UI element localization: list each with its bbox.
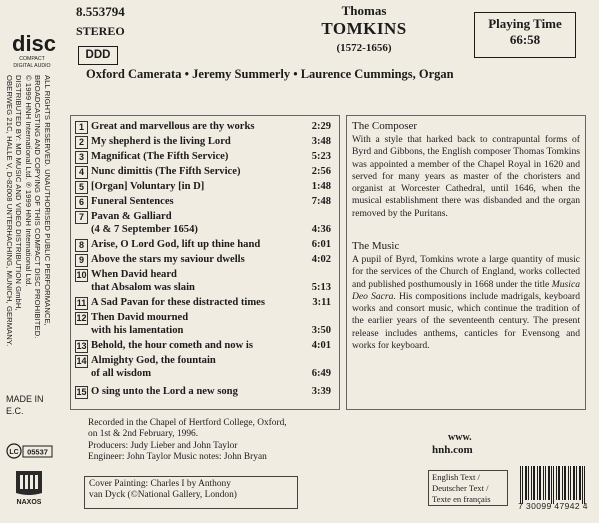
catalog-number: 8.553794 [76, 4, 125, 19]
cover-line: Cover Painting: Charles I by Anthony [89, 479, 231, 489]
cover-line: van Dyck (©National Gallery, London) [89, 490, 237, 501]
rights-line: © 1999 HNH International Ltd. ℗ 1999 HNH International Ltd. [23, 75, 33, 287]
compact-disc-logo [8, 30, 56, 70]
track-number: 14 [76, 356, 87, 366]
svg-text:LC: LC [9, 449, 19, 456]
track-title-line: that Absalom was slain [91, 281, 195, 293]
barcode-icon [518, 466, 588, 504]
stereo-label: STEREO [76, 24, 125, 38]
track-number: 12 [76, 313, 87, 323]
track-duration: 5:23 [311, 151, 331, 162]
track-number: 1 [75, 121, 88, 134]
track-title: Great and marvellous are thy works [91, 121, 255, 132]
track-row [75, 269, 337, 295]
track-duration: 4:02 [311, 254, 331, 265]
music-text-part: A pupil of Byrd, Tomkins wrote a large quantity of music for the services of the Church of England, works collected and published posthumously in 1668 under the title [352, 254, 580, 290]
composer-text: With a style that harked back to contrapuntal forms of Byrd and Gibbons, the English composer Thomas Tomkins was appointed a member of the Chapel Royal in 1620 and served for many years as master of the choristers and organist at Worcester Cathedral, until 1646, when the musical establishment there was disbanded and the organ removed by the Puritans. [352, 134, 580, 219]
track-title-line: of all wisdom [91, 367, 152, 379]
track-title: O sing unto the Lord a new song [91, 386, 238, 397]
track-row [75, 355, 337, 381]
track-number: 3 [75, 151, 88, 164]
track-duration: 6:49 [311, 367, 331, 379]
composer-heading: The Composer [352, 120, 418, 132]
track-number: 4 [75, 166, 88, 179]
performers: Oxford Camerata • Jeremy Summerly • Laurence Cummings, Organ [86, 67, 454, 81]
track-duration: 2:29 [311, 121, 331, 132]
language-line: Deutscher Text / [432, 483, 489, 493]
composer-first-name: Thomas [341, 3, 387, 18]
track-list [70, 115, 340, 410]
music-heading: The Music [352, 240, 400, 252]
track-title: Arise, O Lord God, lift up thine hand [91, 239, 261, 250]
language-line: English Text / [432, 472, 480, 482]
track-title-line: When David heard [91, 269, 177, 280]
compact-label: COMPACT [19, 56, 45, 62]
track-title-line: Pavan & Galliard [91, 211, 172, 222]
track-title-line: Then David mourned [91, 312, 189, 323]
track-title [91, 269, 299, 294]
track-title: Above the stars my saviour dwells [91, 254, 245, 265]
track-number: 6 [75, 196, 88, 209]
track-duration: 1:48 [311, 181, 331, 192]
track-title: Funeral Sentences [91, 196, 174, 207]
playing-time-label: Playing Time [488, 16, 562, 31]
rights-line: OBERWEG 21C, HALLE V, D-82008 UNTERHACHING, MUNICH, GERMANY. [4, 75, 14, 347]
track-title: A Sad Pavan for these distracted times [91, 297, 265, 308]
made-in-label: MADE IN E.C. [6, 394, 44, 416]
recorded-line: Recorded in the Chapel of Hertford College, Oxford, [88, 418, 287, 428]
recording-credits [88, 418, 348, 464]
track-title: Behold, the hour cometh and now is [91, 340, 253, 351]
track-title-line: Almighty God, the fountain [91, 355, 216, 366]
track-duration: 3:39 [311, 386, 331, 397]
track-number: 11 [76, 298, 87, 308]
digital-audio-label: DIGITAL AUDIO [13, 63, 51, 69]
rights-line: ALL RIGHTS RESERVED. UNAUTHORISED PUBLIC PERFORMANCE, [43, 75, 52, 326]
track-duration: 5:13 [311, 281, 331, 293]
track-title [91, 355, 299, 380]
playing-time-box [474, 12, 576, 58]
lc-number: 05537 [27, 447, 48, 457]
track-duration: 6:01 [311, 239, 331, 250]
rights-line: DISTRIBUTED BY: MD MUSIC AND VIDEO DISTRIBUTION GmbH, [14, 75, 24, 311]
music-text-part: His compositions include madrigals, keyboard works and consort music, which continue the tradition of the earlier years of the seventeenth century. The present release includes anthems, canticles for Evensong and works for keyboard. [352, 290, 580, 352]
track-duration: 3:48 [311, 136, 331, 147]
ddd-badge: DDD [78, 46, 118, 65]
composer-dates: (1572-1656) [336, 42, 392, 54]
barcode-number: 7 30099 47942 4 [518, 501, 588, 511]
track-duration: 2:56 [311, 166, 331, 177]
track-duration: 4:01 [311, 340, 331, 351]
naxos-wordmark: NAXOS [16, 499, 42, 506]
music-text [352, 254, 580, 352]
track-title [91, 211, 299, 236]
liner-notes [346, 115, 586, 410]
cover-painting-credit [84, 476, 298, 509]
track-title: Magnificat (The Fifth Service) [91, 151, 229, 162]
track-number: 5 [75, 181, 88, 194]
recorded-line: on 1st & 2nd February, 1996. [88, 429, 199, 440]
track-duration: 3:50 [311, 324, 331, 336]
track-row [75, 211, 337, 237]
track-duration: 4:36 [311, 223, 331, 235]
composer-last-name: TOMKINS [321, 19, 407, 38]
track-title: My shepherd is the living Lord [91, 136, 231, 147]
track-title-line: with his lamentation [91, 324, 184, 336]
website-domain[interactable]: hnh.com [432, 444, 473, 456]
lc-code-badge [6, 443, 54, 459]
track-duration: 3:11 [312, 297, 331, 308]
track-title: Nunc dimittis (The Fifth Service) [91, 166, 241, 177]
track-title [91, 312, 299, 337]
producers-line: Producers: Judy Lieber and John Taylor [88, 440, 238, 451]
playing-time-value: 66:58 [509, 32, 541, 47]
track-title-line: (4 & 7 September 1654) [91, 223, 198, 235]
naxos-logo [12, 467, 46, 507]
track-number: 10 [76, 270, 87, 280]
track-number: 8 [75, 239, 88, 252]
languages-box [428, 470, 508, 506]
track-number: 2 [75, 136, 88, 149]
track-number: 15 [76, 387, 87, 397]
spine [0, 0, 60, 523]
website-prefix: www. [448, 432, 472, 443]
track-title: [Organ] Voluntary [in D] [91, 181, 205, 192]
engineer-line: Engineer: John Taylor Music notes: John Bryan [88, 452, 267, 463]
track-number: 7 [75, 211, 88, 224]
track-number: 9 [75, 254, 88, 267]
music-text-title: Musica Deo Sacra. [352, 278, 580, 302]
track-duration: 7:48 [311, 196, 331, 207]
svg-text:disc: disc [12, 31, 56, 56]
language-line: Texte en français [432, 494, 491, 504]
rights-line: BROADCASTING AND COPYING OF THIS COMPACT DISC PROHIBITED. [33, 75, 43, 339]
track-row [75, 312, 337, 338]
track-number: 13 [76, 341, 87, 351]
